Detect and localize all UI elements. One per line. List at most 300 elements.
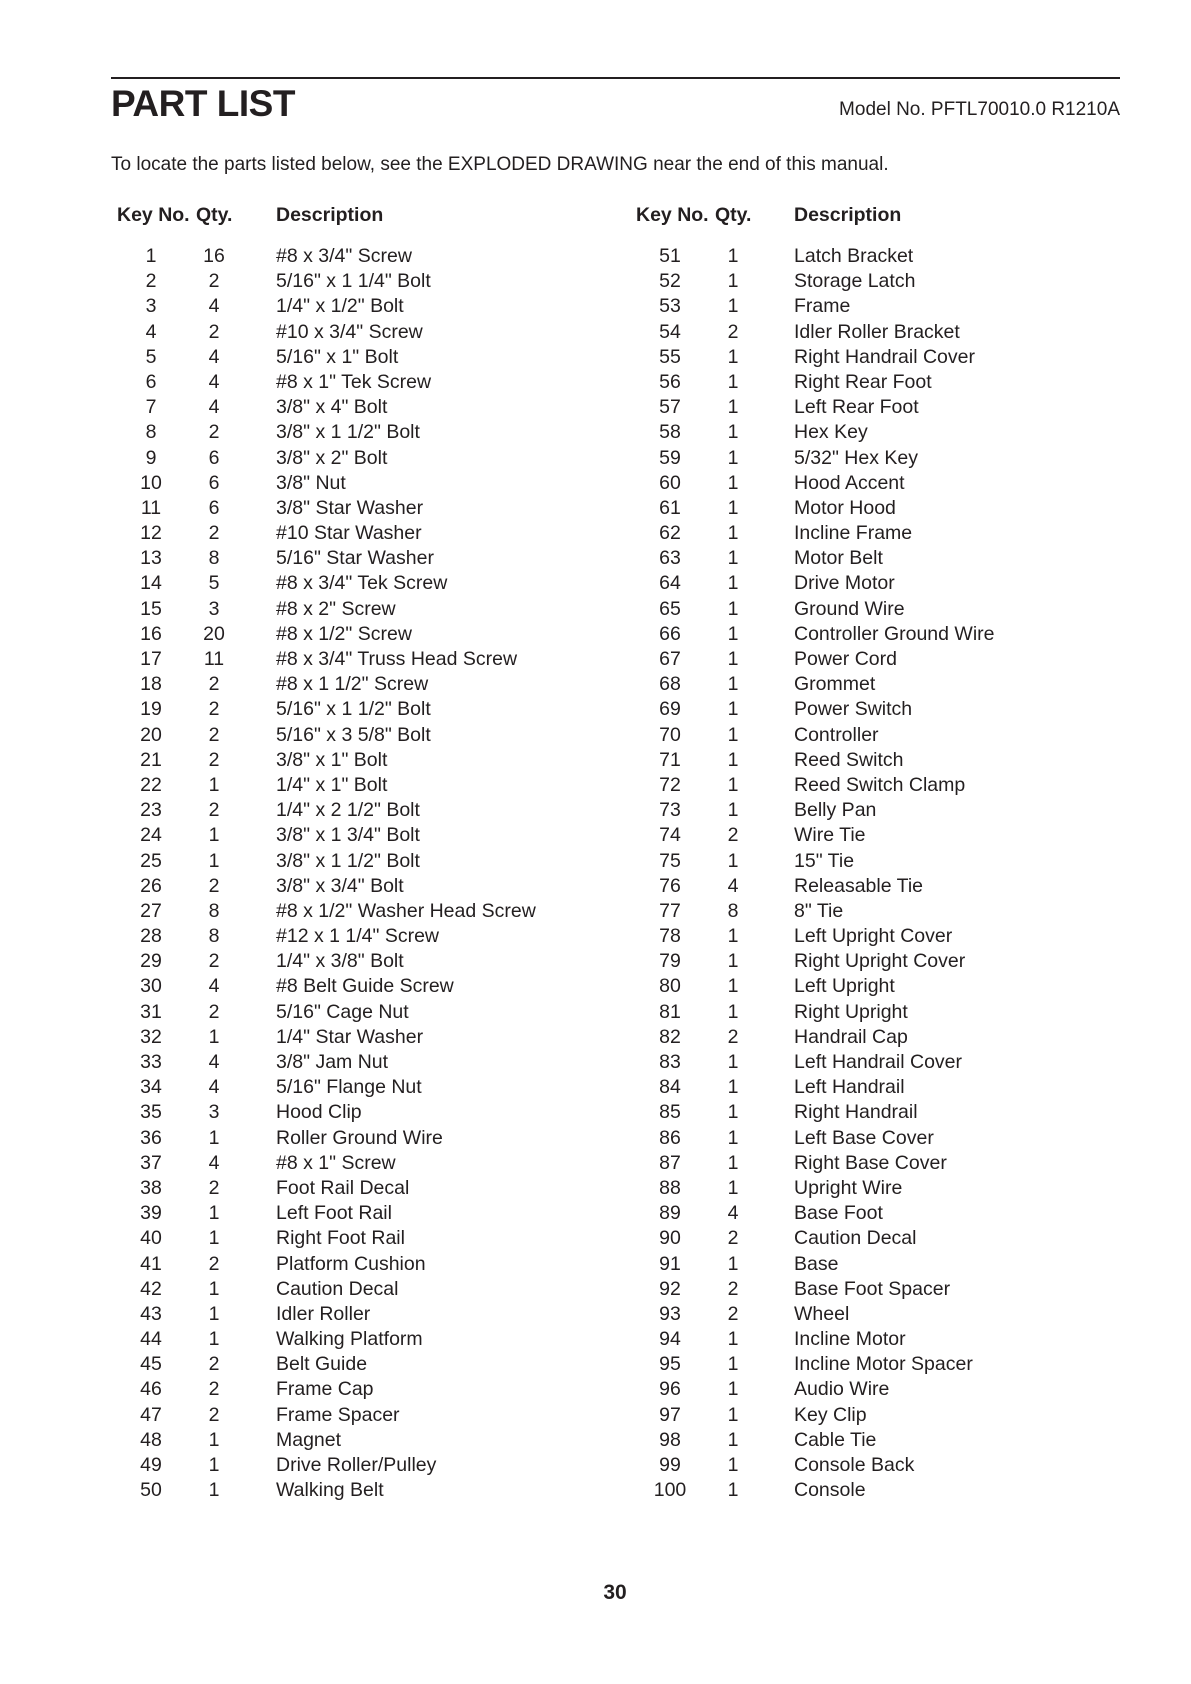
part-description: Left Handrail Cover	[794, 1051, 962, 1073]
part-quantity: 2	[727, 824, 739, 847]
part-key-number: 42	[140, 1277, 162, 1300]
part-key-number: 74	[659, 824, 681, 847]
part-quantity: 1	[727, 1454, 739, 1476]
part-quantity: 16	[203, 245, 225, 267]
table-row	[0, 899, 1191, 924]
part-key-number: 83	[659, 1051, 681, 1073]
part-quantity: 20	[203, 622, 225, 645]
part-description: Frame	[794, 295, 851, 318]
part-description: 5/32" Hex Key	[794, 446, 918, 469]
part-quantity: 1	[727, 1252, 739, 1275]
part-key-number: 48	[140, 1428, 162, 1451]
part-quantity: 1	[727, 1126, 739, 1149]
part-key-number: 44	[140, 1328, 162, 1351]
part-key-number: 35	[140, 1101, 162, 1124]
part-quantity: 4	[208, 1151, 220, 1174]
part-key-number: 18	[140, 673, 162, 696]
part-key-number: 14	[140, 572, 162, 595]
model-number: Model No. PFTL70010.0 R1210A	[839, 99, 1120, 120]
part-key-number: 15	[140, 597, 162, 620]
part-description: Incline Motor	[794, 1328, 906, 1351]
part-quantity: 2	[208, 270, 220, 293]
part-key-number: 49	[140, 1454, 162, 1476]
part-description: #8 x 1" Screw	[276, 1151, 396, 1174]
part-description: 5/16" Star Washer	[276, 547, 434, 570]
part-quantity: 1	[727, 1378, 739, 1401]
part-key-number: 80	[659, 975, 681, 998]
part-quantity: 1	[727, 1000, 739, 1023]
table-row	[0, 1352, 1191, 1377]
part-description: #8 x 2" Screw	[276, 597, 396, 620]
part-key-number: 3	[145, 295, 157, 318]
part-quantity: 1	[208, 1302, 220, 1325]
part-description: Handrail Cap	[794, 1025, 908, 1048]
part-description: Left Handrail	[794, 1076, 905, 1099]
part-description: Idler Roller	[276, 1302, 371, 1325]
part-quantity: 1	[727, 1151, 739, 1174]
part-description: Incline Frame	[794, 522, 913, 545]
part-description: #8 x 3/4" Truss Head Screw	[276, 648, 518, 670]
part-quantity: 1	[208, 824, 220, 847]
part-quantity: 2	[208, 1353, 220, 1376]
part-description: Key Clip	[794, 1403, 867, 1426]
part-quantity: 4	[727, 874, 739, 897]
part-quantity: 1	[727, 421, 739, 444]
part-quantity: 11	[203, 648, 225, 670]
part-key-number: 93	[659, 1302, 681, 1325]
part-key-number: 32	[140, 1025, 162, 1048]
part-quantity: 2	[208, 522, 220, 545]
part-description: 1/4" Star Washer	[276, 1025, 424, 1048]
part-key-number: 28	[140, 925, 162, 948]
part-key-number: 45	[140, 1353, 162, 1376]
part-key-number: 94	[659, 1328, 681, 1351]
table-row	[0, 1428, 1191, 1453]
part-description: 3/8" x 2" Bolt	[276, 446, 388, 469]
page-title: PART LIST	[111, 83, 295, 124]
part-description: Wheel	[794, 1302, 850, 1325]
table-row	[0, 395, 1191, 420]
part-description: 3/8" x 1" Bolt	[276, 748, 388, 771]
part-quantity: 1	[727, 522, 739, 545]
part-key-number: 54	[659, 320, 681, 343]
part-quantity: 2	[727, 320, 739, 343]
table-row	[0, 1201, 1191, 1226]
column-header-key-right: Key No.	[636, 204, 709, 226]
part-key-number: 43	[140, 1302, 162, 1325]
part-quantity: 1	[727, 849, 739, 872]
table-row	[0, 1403, 1191, 1428]
part-quantity: 1	[727, 446, 739, 469]
part-key-number: 92	[659, 1277, 681, 1300]
part-quantity: 1	[727, 547, 739, 570]
page-number: 30	[603, 1581, 627, 1604]
part-quantity: 1	[727, 1176, 739, 1199]
part-description: Belt Guide	[276, 1353, 368, 1376]
part-quantity: 1	[727, 1353, 739, 1376]
part-description: #8 x 1" Tek Screw	[276, 370, 432, 393]
table-row	[0, 1453, 1191, 1478]
part-quantity: 4	[208, 295, 220, 318]
part-quantity: 4	[208, 1051, 220, 1073]
column-header-description-left: Description	[276, 204, 384, 226]
part-key-number: 21	[140, 748, 162, 771]
part-key-number: 81	[659, 1000, 681, 1023]
part-quantity: 5	[208, 572, 220, 595]
part-description: Caution Decal	[794, 1227, 917, 1250]
part-key-number: 23	[140, 799, 162, 822]
table-row	[0, 521, 1191, 546]
part-key-number: 77	[659, 899, 681, 922]
part-description: 3/8" x 1 1/2" Bolt	[276, 421, 420, 444]
part-key-number: 66	[659, 622, 681, 645]
part-quantity: 2	[208, 1378, 220, 1401]
part-key-number: 39	[140, 1202, 162, 1225]
part-description: Releasable Tie	[794, 874, 923, 897]
part-quantity: 1	[727, 1428, 739, 1451]
part-quantity: 6	[208, 446, 220, 469]
table-row	[0, 849, 1191, 874]
part-key-number: 36	[140, 1126, 162, 1149]
part-key-number: 10	[140, 471, 162, 494]
part-description: Belly Pan	[794, 799, 877, 822]
part-description: Motor Belt	[794, 547, 883, 570]
part-quantity: 2	[208, 320, 220, 343]
part-description: 3/8" Jam Nut	[276, 1051, 389, 1073]
part-key-number: 57	[659, 396, 681, 419]
part-description: Caution Decal	[276, 1277, 399, 1300]
table-row	[0, 974, 1191, 999]
part-description: 3/8" x 1 1/2" Bolt	[276, 849, 420, 872]
part-quantity: 1	[727, 799, 739, 822]
table-row	[0, 1151, 1191, 1176]
table-row	[0, 1176, 1191, 1201]
table-row	[0, 924, 1191, 949]
part-key-number: 9	[145, 446, 157, 469]
part-key-number: 27	[140, 899, 162, 922]
part-description: Latch Bracket	[794, 245, 914, 267]
part-key-number: 47	[140, 1403, 162, 1426]
table-row	[0, 370, 1191, 395]
part-quantity: 1	[208, 1277, 220, 1300]
table-row	[0, 1050, 1191, 1075]
part-key-number: 2	[145, 270, 157, 293]
part-key-number: 64	[659, 572, 681, 595]
table-row	[0, 546, 1191, 571]
part-key-number: 53	[659, 295, 681, 318]
part-description: 1/4" x 1" Bolt	[276, 773, 388, 796]
part-description: Idler Roller Bracket	[794, 320, 960, 343]
part-description: Frame Cap	[276, 1378, 374, 1401]
part-key-number: 90	[659, 1227, 681, 1250]
part-description: Walking Platform	[276, 1328, 423, 1351]
part-key-number: 88	[659, 1176, 681, 1199]
part-description: Wire Tie	[794, 824, 866, 847]
part-key-number: 16	[140, 622, 162, 645]
part-key-number: 20	[140, 723, 162, 746]
part-key-number: 87	[659, 1151, 681, 1174]
part-description: Upright Wire	[794, 1176, 903, 1199]
part-key-number: 55	[659, 345, 681, 368]
part-description: Hood Clip	[276, 1101, 362, 1124]
part-description: 1/4" x 2 1/2" Bolt	[276, 799, 420, 822]
part-quantity: 2	[727, 1277, 739, 1300]
part-description: Walking Belt	[276, 1479, 384, 1502]
part-quantity: 1	[208, 1227, 220, 1250]
part-description: #10 Star Washer	[276, 522, 422, 545]
table-row	[0, 345, 1191, 370]
part-description: 5/16" x 1 1/4" Bolt	[276, 270, 431, 293]
table-row	[0, 773, 1191, 798]
part-quantity: 1	[727, 975, 739, 998]
part-quantity: 1	[727, 1403, 739, 1426]
part-key-number: 71	[659, 748, 681, 771]
part-description: Storage Latch	[794, 270, 916, 293]
part-key-number: 30	[140, 975, 162, 998]
part-key-number: 56	[659, 370, 681, 393]
part-description: Left Foot Rail	[276, 1202, 392, 1225]
part-quantity: 2	[208, 421, 220, 444]
part-quantity: 3	[208, 1101, 220, 1124]
part-description: Roller Ground Wire	[276, 1126, 443, 1149]
part-description: Ground Wire	[794, 597, 905, 620]
part-quantity: 1	[727, 950, 739, 973]
table-row	[0, 471, 1191, 496]
part-quantity: 1	[727, 648, 739, 670]
part-description: Foot Rail Decal	[276, 1176, 410, 1199]
part-description: 5/16" Flange Nut	[276, 1076, 422, 1099]
part-key-number: 60	[659, 471, 681, 494]
part-key-number: 65	[659, 597, 681, 620]
part-key-number: 46	[140, 1378, 162, 1401]
part-quantity: 1	[208, 1479, 220, 1502]
part-description: #8 x 1/2" Screw	[276, 622, 412, 645]
part-description: Hood Accent	[794, 471, 905, 494]
top-rule	[111, 77, 1120, 79]
part-key-number: 38	[140, 1176, 162, 1199]
part-quantity: 1	[727, 471, 739, 494]
part-description: Left Upright	[794, 975, 895, 998]
table-row	[0, 597, 1191, 622]
part-key-number: 59	[659, 446, 681, 469]
part-key-number: 5	[145, 345, 157, 368]
part-description: Frame Spacer	[276, 1403, 400, 1426]
part-quantity: 1	[727, 1328, 739, 1351]
part-key-number: 89	[659, 1202, 681, 1225]
part-key-number: 51	[659, 245, 681, 267]
part-quantity: 2	[208, 874, 220, 897]
part-quantity: 1	[727, 572, 739, 595]
part-description: Left Base Cover	[794, 1126, 934, 1149]
column-header-key-left: Key No.	[117, 204, 190, 226]
part-description: #12 x 1 1/4" Screw	[276, 925, 440, 948]
part-key-number: 79	[659, 950, 681, 973]
part-key-number: 75	[659, 849, 681, 872]
table-row	[0, 1252, 1191, 1277]
part-key-number: 95	[659, 1353, 681, 1376]
part-description: Right Rear Foot	[794, 370, 932, 393]
part-quantity: 1	[727, 748, 739, 771]
part-key-number: 76	[659, 874, 681, 897]
part-description: 3/8" x 3/4" Bolt	[276, 874, 404, 897]
table-row	[0, 294, 1191, 319]
part-quantity: 1	[727, 270, 739, 293]
part-quantity: 4	[208, 370, 220, 393]
part-key-number: 58	[659, 421, 681, 444]
table-row	[0, 496, 1191, 521]
part-key-number: 19	[140, 698, 162, 721]
part-description: Left Upright Cover	[794, 925, 953, 948]
part-quantity: 4	[208, 975, 220, 998]
part-description: Right Upright	[794, 1000, 908, 1023]
part-description: Grommet	[794, 673, 876, 696]
part-quantity: 2	[208, 950, 220, 973]
table-row	[0, 1377, 1191, 1402]
table-row	[0, 1025, 1191, 1050]
table-row	[0, 1100, 1191, 1125]
table-row	[0, 269, 1191, 294]
part-key-number: 13	[140, 547, 162, 570]
part-description: 5/16" x 3 5/8" Bolt	[276, 723, 431, 746]
part-quantity: 1	[208, 1454, 220, 1476]
part-quantity: 1	[727, 496, 739, 519]
part-description: #10 x 3/4" Screw	[276, 320, 423, 343]
part-quantity: 2	[727, 1025, 739, 1048]
part-key-number: 91	[659, 1252, 681, 1275]
part-quantity: 1	[208, 1126, 220, 1149]
table-row	[0, 244, 1191, 269]
part-key-number: 37	[140, 1151, 162, 1174]
part-description: 1/4" x 3/8" Bolt	[276, 950, 404, 973]
part-description: 5/16" x 1 1/2" Bolt	[276, 698, 431, 721]
table-row	[0, 1226, 1191, 1251]
part-quantity: 1	[727, 1479, 739, 1502]
table-row	[0, 798, 1191, 823]
part-description: Cable Tie	[794, 1428, 877, 1451]
part-key-number: 7	[145, 396, 157, 419]
part-description: 5/16" x 1" Bolt	[276, 345, 399, 368]
part-description: Controller Ground Wire	[794, 622, 995, 645]
part-quantity: 2	[208, 799, 220, 822]
table-row	[0, 1075, 1191, 1100]
part-description: #8 x 3/4" Screw	[276, 245, 412, 267]
part-description: Motor Hood	[794, 496, 896, 519]
part-key-number: 98	[659, 1428, 681, 1451]
part-quantity: 1	[727, 370, 739, 393]
part-key-number: 67	[659, 648, 681, 670]
column-header-qty-right: Qty.	[715, 204, 752, 226]
table-row	[0, 949, 1191, 974]
part-quantity: 2	[208, 1403, 220, 1426]
part-quantity: 1	[727, 723, 739, 746]
table-row	[0, 622, 1191, 647]
part-key-number: 84	[659, 1076, 681, 1099]
part-quantity: 2	[208, 1000, 220, 1023]
part-quantity: 4	[208, 345, 220, 368]
part-key-number: 26	[140, 874, 162, 897]
part-key-number: 24	[140, 824, 162, 847]
part-quantity: 1	[727, 698, 739, 721]
part-key-number: 40	[140, 1227, 162, 1250]
part-quantity: 1	[727, 396, 739, 419]
part-description: Hex Key	[794, 421, 868, 444]
column-header-description-right: Description	[794, 204, 902, 226]
table-row	[0, 1277, 1191, 1302]
part-key-number: 61	[659, 496, 681, 519]
part-key-number: 52	[659, 270, 681, 293]
part-key-number: 82	[659, 1025, 681, 1048]
part-quantity: 1	[727, 245, 739, 267]
part-quantity: 1	[727, 925, 739, 948]
table-row	[0, 672, 1191, 697]
part-description: Base Foot	[794, 1202, 883, 1225]
part-description: 3/8" Star Washer	[276, 496, 424, 519]
part-description: Drive Motor	[794, 572, 895, 595]
part-description: #8 x 3/4" Tek Screw	[276, 572, 448, 595]
part-key-number: 17	[140, 648, 162, 670]
part-description: Controller	[794, 723, 879, 746]
part-description: Power Switch	[794, 698, 913, 721]
part-key-number: 12	[140, 522, 162, 545]
part-quantity: 8	[208, 925, 220, 948]
table-row	[0, 697, 1191, 722]
part-description: Right Handrail	[794, 1101, 918, 1124]
part-quantity: 1	[727, 773, 739, 796]
part-quantity: 1	[727, 295, 739, 318]
part-key-number: 99	[659, 1454, 681, 1476]
part-quantity: 4	[208, 1076, 220, 1099]
part-quantity: 4	[727, 1202, 739, 1225]
part-key-number: 11	[140, 496, 162, 519]
part-key-number: 50	[140, 1479, 162, 1502]
part-key-number: 96	[659, 1378, 681, 1401]
part-key-number: 100	[653, 1479, 687, 1502]
part-description: 3/8" x 4" Bolt	[276, 396, 388, 419]
part-key-number: 70	[659, 723, 681, 746]
part-key-number: 33	[140, 1051, 162, 1073]
part-quantity: 1	[208, 773, 220, 796]
part-key-number: 72	[659, 773, 681, 796]
table-row	[0, 874, 1191, 899]
part-quantity: 3	[208, 597, 220, 620]
part-quantity: 1	[727, 1076, 739, 1099]
part-quantity: 1	[208, 1328, 220, 1351]
part-description: #8 Belt Guide Screw	[276, 975, 454, 998]
part-quantity: 1	[727, 673, 739, 696]
part-description: 5/16" Cage Nut	[276, 1000, 409, 1023]
part-description: #8 x 1/2" Washer Head Screw	[276, 899, 536, 922]
part-description: 3/8" x 1 3/4" Bolt	[276, 824, 420, 847]
part-description: Platform Cushion	[276, 1252, 426, 1275]
part-description: Right Base Cover	[794, 1151, 947, 1174]
part-key-number: 8	[145, 421, 157, 444]
part-key-number: 68	[659, 673, 681, 696]
part-key-number: 22	[140, 773, 162, 796]
part-quantity: 2	[208, 723, 220, 746]
part-quantity: 8	[208, 899, 220, 922]
table-row	[0, 1327, 1191, 1352]
part-quantity: 2	[208, 748, 220, 771]
part-quantity: 1	[727, 622, 739, 645]
part-key-number: 69	[659, 698, 681, 721]
part-quantity: 2	[208, 1252, 220, 1275]
table-row	[0, 1478, 1191, 1503]
part-quantity: 2	[727, 1227, 739, 1250]
part-description: Console Back	[794, 1454, 915, 1476]
table-row	[0, 571, 1191, 596]
part-key-number: 1	[145, 245, 157, 267]
part-description: Console	[794, 1479, 866, 1502]
